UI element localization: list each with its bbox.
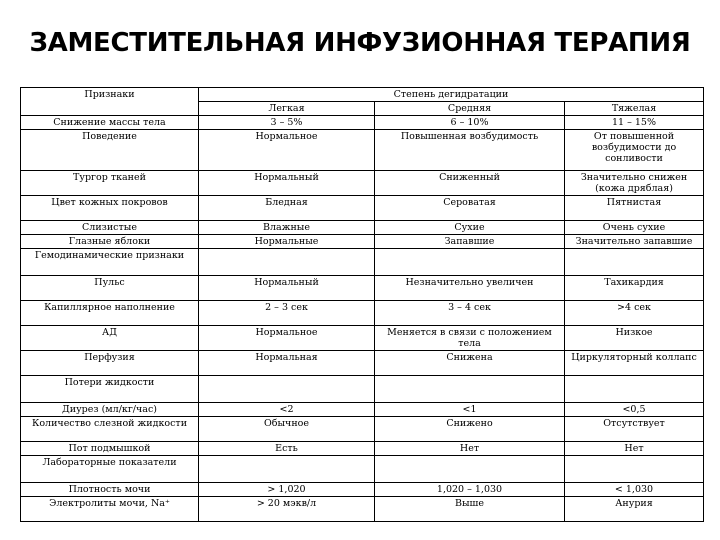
- cell-moderate: Снижена: [375, 351, 565, 376]
- cell-moderate: Повышенная возбудимость: [375, 130, 565, 171]
- section-label: Потери жидкости: [21, 376, 199, 403]
- cell-mild: Нормальное: [199, 326, 375, 351]
- cell-moderate: [375, 249, 565, 276]
- row-label: Поведение: [21, 130, 199, 171]
- cell-severe: Значительно снижен (кожа дряблая): [565, 171, 704, 196]
- dehydration-table: [20, 87, 704, 522]
- cell-mild: 3 – 5%: [199, 116, 375, 130]
- cell-mild: Нормальный: [199, 276, 375, 301]
- cell-moderate: Незначительно увеличен: [375, 276, 565, 301]
- table-row: [21, 130, 704, 171]
- row-label: Количество слезной жидкости: [21, 417, 199, 442]
- cell-moderate: Сниженный: [375, 171, 565, 196]
- header-signs: Признаки: [21, 88, 199, 116]
- table-row: [21, 116, 704, 130]
- cell-moderate: 6 – 10%: [375, 116, 565, 130]
- cell-moderate: Снижено: [375, 417, 565, 442]
- cell-mild: Влажные: [199, 221, 375, 235]
- cell-severe: Тахикардия: [565, 276, 704, 301]
- table-row: [21, 171, 704, 196]
- row-label: Цвет кожных покровов: [21, 196, 199, 221]
- table-row: [21, 497, 704, 522]
- table-section-row: [21, 249, 704, 276]
- row-label: Тургор тканей: [21, 171, 199, 196]
- row-label: АД: [21, 326, 199, 351]
- header-dehydration-degree: Степень дегидратации: [199, 88, 704, 102]
- table-section-row: [21, 376, 704, 403]
- cell-severe: <0,5: [565, 403, 704, 417]
- cell-moderate: [375, 376, 565, 403]
- row-label: Электролиты мочи, Na⁺: [21, 497, 199, 522]
- table-row: [21, 301, 704, 326]
- cell-severe: >4 сек: [565, 301, 704, 326]
- section-label: Гемодинамические признаки: [21, 249, 199, 276]
- table-row: [21, 276, 704, 301]
- cell-severe: Низкое: [565, 326, 704, 351]
- row-label: Снижение массы тела: [21, 116, 199, 130]
- row-label: Пот подмышкой: [21, 442, 199, 456]
- table-section-row: [21, 456, 704, 483]
- cell-mild: [199, 249, 375, 276]
- table-header-row: [21, 88, 704, 102]
- cell-severe: Пятнистая: [565, 196, 704, 221]
- row-label: Плотность мочи: [21, 483, 199, 497]
- cell-moderate: [375, 456, 565, 483]
- section-label: Лабораторные показатели: [21, 456, 199, 483]
- table-row: [21, 417, 704, 442]
- subheader-mild: Легкая: [199, 102, 375, 116]
- cell-severe: [565, 456, 704, 483]
- cell-mild: [199, 376, 375, 403]
- table-row: [21, 483, 704, 497]
- subheader-moderate: Средняя: [375, 102, 565, 116]
- row-label: Диурез (мл/кг/час): [21, 403, 199, 417]
- page-title: ЗАМЕСТИТЕЛЬНАЯ ИНФУЗИОННАЯ ТЕРАПИЯ: [29, 28, 691, 58]
- cell-severe: От повышенной возбудимости до сонливости: [565, 130, 704, 171]
- cell-mild: <2: [199, 403, 375, 417]
- cell-mild: Обычное: [199, 417, 375, 442]
- cell-severe: Циркуляторный коллапс: [565, 351, 704, 376]
- row-label: Слизистые: [21, 221, 199, 235]
- cell-moderate: 1,020 – 1,030: [375, 483, 565, 497]
- table-row: [21, 235, 704, 249]
- cell-severe: Анурия: [565, 497, 704, 522]
- cell-mild: [199, 456, 375, 483]
- cell-mild: Нормальное: [199, 130, 375, 171]
- cell-moderate: Нет: [375, 442, 565, 456]
- table-row: [21, 326, 704, 351]
- table-row: [21, 196, 704, 221]
- cell-moderate: Меняется в связи с положением тела: [375, 326, 565, 351]
- table-row: [21, 351, 704, 376]
- cell-severe: Нет: [565, 442, 704, 456]
- cell-mild: Нормальные: [199, 235, 375, 249]
- cell-mild: 2 – 3 сек: [199, 301, 375, 326]
- cell-mild: Нормальный: [199, 171, 375, 196]
- table-row: [21, 442, 704, 456]
- cell-severe: < 1,030: [565, 483, 704, 497]
- row-label: Капиллярное наполнение: [21, 301, 199, 326]
- cell-mild: Нормальная: [199, 351, 375, 376]
- cell-severe: [565, 376, 704, 403]
- cell-mild: Бледная: [199, 196, 375, 221]
- table-row: [21, 221, 704, 235]
- table-row: [21, 403, 704, 417]
- row-label: Перфузия: [21, 351, 199, 376]
- cell-severe: [565, 249, 704, 276]
- cell-mild: Есть: [199, 442, 375, 456]
- subheader-severe: Тяжелая: [565, 102, 704, 116]
- cell-severe: 11 – 15%: [565, 116, 704, 130]
- cell-moderate: Сероватая: [375, 196, 565, 221]
- cell-mild: > 1,020: [199, 483, 375, 497]
- cell-moderate: Выше: [375, 497, 565, 522]
- cell-mild: > 20 мэкв/л: [199, 497, 375, 522]
- cell-severe: Отсутствует: [565, 417, 704, 442]
- cell-severe: Очень сухие: [565, 221, 704, 235]
- cell-moderate: Сухие: [375, 221, 565, 235]
- cell-severe: Значительно запавшие: [565, 235, 704, 249]
- cell-moderate: Запавшие: [375, 235, 565, 249]
- row-label: Пульс: [21, 276, 199, 301]
- cell-moderate: 3 – 4 сек: [375, 301, 565, 326]
- row-label: Глазные яблоки: [21, 235, 199, 249]
- cell-moderate: <1: [375, 403, 565, 417]
